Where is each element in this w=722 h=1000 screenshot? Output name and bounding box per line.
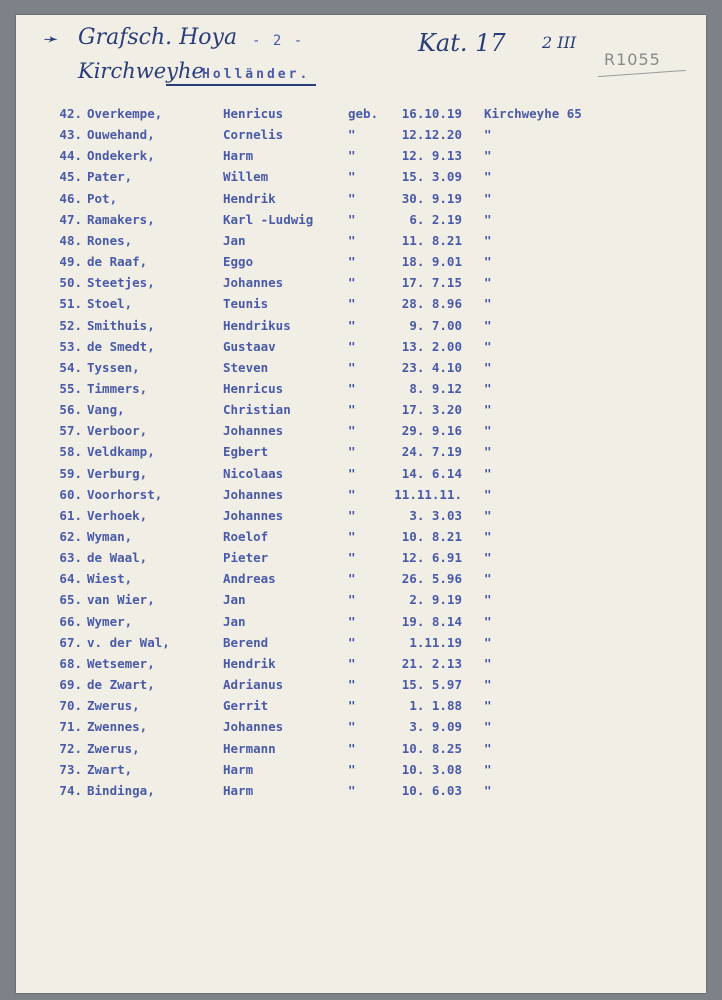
place: " bbox=[484, 465, 492, 481]
given-name: Willem bbox=[223, 169, 269, 185]
birth-label: " bbox=[348, 613, 356, 629]
birth-label: " bbox=[348, 148, 356, 164]
surname: Ramakers, bbox=[87, 211, 155, 227]
place: " bbox=[484, 169, 492, 185]
list-item bbox=[16, 677, 706, 698]
birth-date: 12. 9.13 bbox=[401, 148, 462, 164]
place: " bbox=[484, 698, 492, 714]
given-name: Berend bbox=[223, 634, 269, 650]
given-name: Johannes bbox=[223, 507, 284, 523]
given-name: Egbert bbox=[223, 444, 269, 460]
list-item bbox=[16, 360, 706, 381]
birth-label: " bbox=[348, 423, 356, 439]
given-name: Gustaav bbox=[223, 338, 276, 354]
list-item bbox=[16, 635, 706, 656]
birth-label: " bbox=[348, 740, 356, 756]
birth-label: " bbox=[348, 698, 356, 714]
surname: Zwerus, bbox=[87, 698, 140, 714]
place: " bbox=[484, 232, 492, 248]
given-name: Eggo bbox=[223, 254, 254, 270]
birth-label: " bbox=[348, 529, 356, 544]
place: " bbox=[484, 254, 492, 270]
entry-number: 58. bbox=[59, 444, 82, 460]
entry-number: 69. bbox=[59, 677, 82, 693]
surname: de Smedt, bbox=[87, 338, 155, 354]
entry-number: 70. bbox=[59, 698, 82, 714]
given-name: Gerrit bbox=[223, 698, 269, 714]
place: " bbox=[484, 507, 492, 523]
given-name: Hendrik bbox=[223, 655, 276, 671]
surname: Zwennes, bbox=[87, 719, 148, 735]
birth-label: geb. bbox=[348, 106, 379, 121]
entry-number: 56. bbox=[59, 402, 82, 418]
list-item bbox=[16, 762, 706, 783]
heading-underline bbox=[166, 84, 316, 86]
given-name: Andreas bbox=[223, 571, 276, 587]
given-name: Jan bbox=[223, 232, 246, 248]
given-name: Cornelis bbox=[223, 127, 284, 143]
place: " bbox=[484, 486, 492, 502]
birth-date: 14. 6.14 bbox=[401, 465, 462, 481]
birth-label: " bbox=[348, 507, 356, 523]
list-item bbox=[16, 656, 706, 677]
surname: Verburg, bbox=[87, 465, 148, 481]
birth-date: 17. 3.20 bbox=[401, 402, 462, 418]
place: " bbox=[484, 211, 492, 227]
birth-date: 3. 9.09 bbox=[409, 719, 462, 735]
entry-number: 50. bbox=[59, 275, 82, 291]
birth-label: " bbox=[348, 190, 356, 206]
place: " bbox=[484, 317, 492, 333]
list-item bbox=[16, 148, 706, 169]
entry-number: 73. bbox=[59, 761, 82, 777]
given-name: Jan bbox=[223, 613, 246, 629]
entry-number: 51. bbox=[59, 296, 82, 312]
entry-number: 48. bbox=[59, 232, 82, 248]
birth-date: 21. 2.13 bbox=[401, 655, 462, 671]
surname: Voorhorst, bbox=[87, 486, 163, 502]
place: " bbox=[484, 190, 492, 206]
surname: Stoel, bbox=[87, 296, 133, 312]
list-item bbox=[16, 169, 706, 190]
birth-label: " bbox=[348, 719, 356, 735]
birth-label: " bbox=[348, 444, 356, 460]
place: " bbox=[484, 402, 492, 418]
birth-date: 29. 9.16 bbox=[401, 423, 462, 439]
pencil-underline bbox=[598, 70, 686, 77]
list-item bbox=[16, 318, 706, 339]
entry-number: 60. bbox=[59, 486, 82, 502]
surname: Wyman, bbox=[87, 529, 133, 544]
birth-label: " bbox=[348, 782, 356, 798]
given-name: Harm bbox=[223, 148, 254, 164]
birth-label: " bbox=[348, 677, 356, 693]
entry-number: 57. bbox=[59, 423, 82, 439]
surname: Overkempe, bbox=[87, 106, 163, 121]
birth-label: " bbox=[348, 232, 356, 248]
entry-number: 43. bbox=[59, 127, 82, 143]
birth-label: " bbox=[348, 169, 356, 185]
list-item bbox=[16, 698, 706, 719]
surname: Pater, bbox=[87, 169, 133, 185]
list-item bbox=[16, 466, 706, 487]
birth-label: " bbox=[348, 571, 356, 587]
birth-date: 23. 4.10 bbox=[401, 359, 462, 375]
place: " bbox=[484, 571, 492, 587]
list-item bbox=[16, 402, 706, 423]
place: " bbox=[484, 655, 492, 671]
place: " bbox=[484, 148, 492, 164]
given-name: Steven bbox=[223, 359, 269, 375]
place: " bbox=[484, 338, 492, 354]
surname: de Waal, bbox=[87, 550, 148, 566]
list-item bbox=[16, 275, 706, 296]
surname: Bindinga, bbox=[87, 782, 155, 798]
list-item bbox=[16, 614, 706, 635]
birth-date: 3. 3.03 bbox=[409, 507, 462, 523]
given-name: Henricus bbox=[223, 106, 284, 121]
entry-number: 61. bbox=[59, 507, 82, 523]
birth-label: " bbox=[348, 296, 356, 312]
place: " bbox=[484, 380, 492, 396]
entry-number: 45. bbox=[59, 169, 82, 185]
surname: Ondekerk, bbox=[87, 148, 155, 164]
given-name: Johannes bbox=[223, 719, 284, 735]
place: " bbox=[484, 677, 492, 693]
birth-date: 10. 8.25 bbox=[401, 740, 462, 756]
birth-date: 11.11.11. bbox=[394, 486, 462, 502]
place: " bbox=[484, 550, 492, 566]
entry-number: 46. bbox=[59, 190, 82, 206]
list-item bbox=[16, 741, 706, 762]
list-item bbox=[16, 296, 706, 317]
entry-number: 59. bbox=[59, 465, 82, 481]
birth-label: " bbox=[348, 275, 356, 291]
given-name: Nicolaas bbox=[223, 465, 284, 481]
page-marker: - 2 - bbox=[252, 33, 305, 49]
entry-number: 55. bbox=[59, 380, 82, 396]
surname: Zwart, bbox=[87, 761, 133, 777]
place: " bbox=[484, 782, 492, 798]
birth-label: " bbox=[348, 655, 356, 671]
entry-number: 66. bbox=[59, 613, 82, 629]
surname: de Zwart, bbox=[87, 677, 155, 693]
entry-number: 47. bbox=[59, 211, 82, 227]
arrow-mark: ➛ bbox=[42, 29, 58, 50]
surname: Timmers, bbox=[87, 380, 148, 396]
list-item bbox=[16, 444, 706, 465]
surname: Smithuis, bbox=[87, 317, 155, 333]
list-item bbox=[16, 592, 706, 613]
list-item bbox=[16, 191, 706, 212]
list-item bbox=[16, 381, 706, 402]
list-item bbox=[16, 212, 706, 233]
place: Kirchweyhe 65 bbox=[484, 106, 582, 121]
place: " bbox=[484, 529, 492, 544]
birth-date: 12. 6.91 bbox=[401, 550, 462, 566]
entry-number: 71. bbox=[59, 719, 82, 735]
given-name: Jan bbox=[223, 592, 246, 608]
entry-number: 62. bbox=[59, 529, 82, 544]
birth-date: 2. 9.19 bbox=[409, 592, 462, 608]
place: " bbox=[484, 359, 492, 375]
birth-date: 10. 3.08 bbox=[401, 761, 462, 777]
given-name: Christian bbox=[223, 402, 291, 418]
birth-label: " bbox=[348, 380, 356, 396]
birth-date: 28. 8.96 bbox=[401, 296, 462, 312]
birth-date: 8. 9.12 bbox=[409, 380, 462, 396]
surname: Tyssen, bbox=[87, 359, 140, 375]
surname: Wiest, bbox=[87, 571, 133, 587]
given-name: Hermann bbox=[223, 740, 276, 756]
list-item bbox=[16, 571, 706, 592]
list-item bbox=[16, 339, 706, 360]
entry-number: 67. bbox=[59, 634, 82, 650]
birth-date: 19. 8.14 bbox=[401, 613, 462, 629]
surname: Verboor, bbox=[87, 423, 148, 439]
given-name: Johannes bbox=[223, 423, 284, 439]
birth-label: " bbox=[348, 634, 356, 650]
place: " bbox=[484, 296, 492, 312]
given-name: Johannes bbox=[223, 275, 284, 291]
surname: Rones, bbox=[87, 232, 133, 248]
surname: Pot, bbox=[87, 190, 118, 206]
birth-date: 12.12.20 bbox=[401, 127, 462, 143]
birth-label: " bbox=[348, 550, 356, 566]
birth-label: " bbox=[348, 592, 356, 608]
entry-number: 64. bbox=[59, 571, 82, 587]
given-name: Pieter bbox=[223, 550, 269, 566]
birth-date: 1.11.19 bbox=[409, 634, 462, 650]
entry-number: 68. bbox=[59, 655, 82, 671]
given-name: Hendrikus bbox=[223, 317, 291, 333]
given-name: Roelof bbox=[223, 529, 269, 544]
archive-code: R1055 bbox=[604, 50, 661, 69]
entry-number: 63. bbox=[59, 550, 82, 566]
birth-label: " bbox=[348, 761, 356, 777]
surname: v. der Wal, bbox=[87, 634, 170, 650]
surname: Wymer, bbox=[87, 613, 133, 629]
list-item bbox=[16, 550, 706, 571]
place: " bbox=[484, 719, 492, 735]
list-item bbox=[16, 106, 706, 127]
entry-number: 65. bbox=[59, 592, 82, 608]
birth-date: 10. 8.21 bbox=[401, 529, 462, 544]
birth-date: 6. 2.19 bbox=[409, 211, 462, 227]
list-item bbox=[16, 127, 706, 148]
birth-date: 11. 8.21 bbox=[401, 232, 462, 248]
entry-number: 52. bbox=[59, 317, 82, 333]
birth-date: 9. 7.00 bbox=[409, 317, 462, 333]
section-heading: Holländer. bbox=[202, 67, 311, 82]
birth-label: " bbox=[348, 359, 356, 375]
birth-date: 24. 7.19 bbox=[401, 444, 462, 460]
birth-date: 1. 1.88 bbox=[409, 698, 462, 714]
birth-date: 26. 5.96 bbox=[401, 571, 462, 587]
place: " bbox=[484, 592, 492, 608]
entry-number: 54. bbox=[59, 359, 82, 375]
birth-date: 13. 2.00 bbox=[401, 338, 462, 354]
birth-label: " bbox=[348, 465, 356, 481]
place: " bbox=[484, 613, 492, 629]
birth-date: 16.10.19 bbox=[401, 106, 462, 121]
list-item bbox=[16, 423, 706, 444]
given-name: Harm bbox=[223, 761, 254, 777]
birth-label: " bbox=[348, 127, 356, 143]
birth-date: 15. 3.09 bbox=[401, 169, 462, 185]
place: " bbox=[484, 634, 492, 650]
place: " bbox=[484, 275, 492, 291]
surname: Veldkamp, bbox=[87, 444, 155, 460]
surname: Wetsemer, bbox=[87, 655, 155, 671]
given-name: Harm bbox=[223, 782, 254, 798]
surname: Zwerus, bbox=[87, 740, 140, 756]
place: " bbox=[484, 444, 492, 460]
list-item bbox=[16, 487, 706, 508]
given-name: Adrianus bbox=[223, 677, 284, 693]
surname: van Wier, bbox=[87, 592, 155, 608]
given-name: Henricus bbox=[223, 380, 284, 396]
list-item bbox=[16, 719, 706, 740]
list-item bbox=[16, 233, 706, 254]
birth-label: " bbox=[348, 338, 356, 354]
category-handwritten: Kat. 17 bbox=[418, 29, 506, 57]
surname: Steetjes, bbox=[87, 275, 155, 291]
place: " bbox=[484, 127, 492, 143]
given-name: Hendrik bbox=[223, 190, 276, 206]
list-item bbox=[16, 254, 706, 275]
list-item bbox=[16, 783, 706, 804]
surname: Ouwehand, bbox=[87, 127, 155, 143]
entry-number: 53. bbox=[59, 338, 82, 354]
birth-label: " bbox=[348, 317, 356, 333]
given-name: Johannes bbox=[223, 486, 284, 502]
birth-date: 17. 7.15 bbox=[401, 275, 462, 291]
entry-number: 74. bbox=[59, 782, 82, 798]
given-name: Teunis bbox=[223, 296, 269, 312]
entry-number: 42. bbox=[59, 106, 82, 121]
surname: de Raaf, bbox=[87, 254, 148, 270]
given-name: Karl -Ludwig bbox=[223, 211, 314, 227]
birth-date: 15. 5.97 bbox=[401, 677, 462, 693]
birth-label: " bbox=[348, 254, 356, 270]
place-handwritten: Kirchweyhe bbox=[78, 59, 204, 83]
list-item bbox=[16, 529, 706, 550]
entry-number: 44. bbox=[59, 148, 82, 164]
birth-date: 18. 9.01 bbox=[401, 254, 462, 270]
birth-date: 10. 6.03 bbox=[401, 782, 462, 798]
place: " bbox=[484, 740, 492, 756]
place: " bbox=[484, 423, 492, 439]
birth-date: 30. 9.19 bbox=[401, 190, 462, 206]
entry-number: 49. bbox=[59, 254, 82, 270]
entry-number: 72. bbox=[59, 740, 82, 756]
place: " bbox=[484, 761, 492, 777]
surname: Vang, bbox=[87, 402, 125, 418]
birth-label: " bbox=[348, 402, 356, 418]
region-title-handwritten: Grafsch. Hoya bbox=[78, 25, 238, 50]
birth-label: " bbox=[348, 486, 356, 502]
category-roman-handwritten: 2 III bbox=[542, 33, 577, 52]
list-item bbox=[16, 508, 706, 529]
document-sheet bbox=[16, 15, 706, 993]
birth-label: " bbox=[348, 211, 356, 227]
surname: Verhoek, bbox=[87, 507, 148, 523]
